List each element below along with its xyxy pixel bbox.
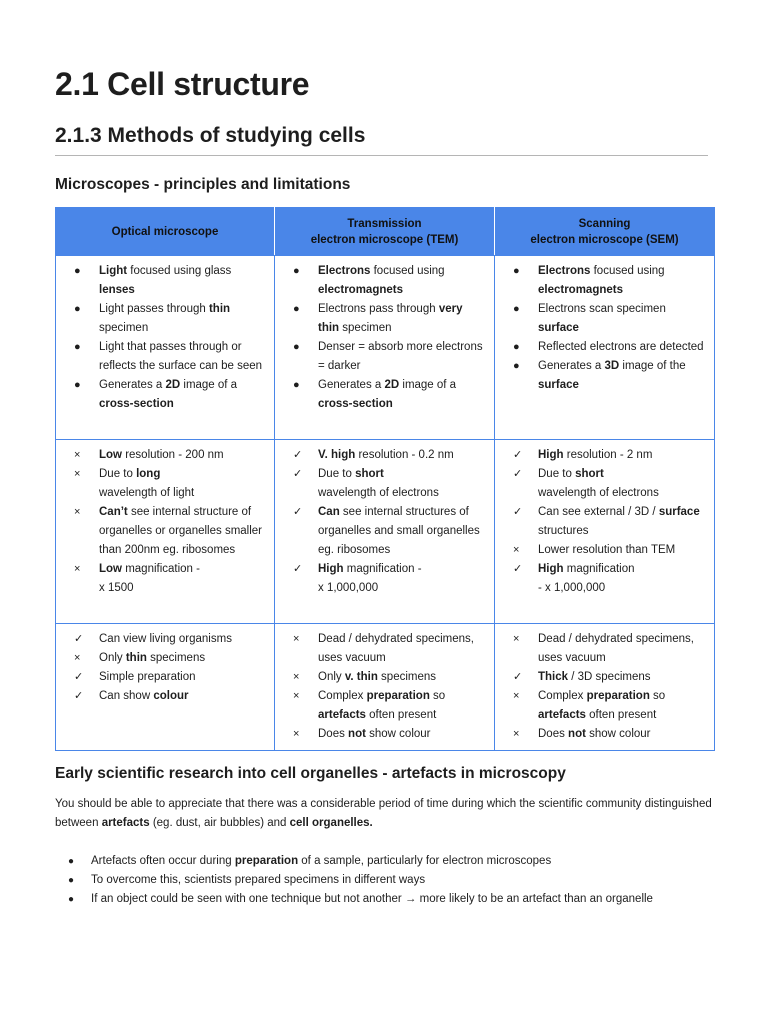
list-item — [55, 852, 713, 871]
header-tem: Transmission electron microscope (TEM) — [275, 208, 495, 256]
list-item — [503, 465, 706, 503]
item-text: Due to short wavelength of electrons — [538, 468, 659, 499]
table-cell-sem — [495, 256, 715, 440]
cross-icon: × — [293, 728, 300, 740]
bullet-icon: ● — [513, 341, 520, 353]
table-header-row — [56, 208, 715, 256]
bullet-icon: ● — [74, 341, 81, 353]
table-cell-sem — [495, 624, 715, 751]
table-cell-tem — [275, 440, 495, 624]
list-item — [64, 465, 266, 503]
table-cell-optical — [56, 256, 275, 440]
item-text: Artefacts often occur during preparation of a sample, particularly for electron microscopes — [91, 855, 552, 867]
item-text: Electrons focused using electromagnets — [318, 265, 445, 296]
item-text: Electrons pass through very thin specimen — [318, 303, 463, 334]
item-text: V. high resolution - 0.2 nm — [318, 449, 454, 461]
item-text: Can see internal structures of organelles and small organelles eg. ribosomes — [318, 506, 480, 556]
tick-icon: ✓ — [74, 690, 84, 702]
item-text: High resolution - 2 nm — [538, 449, 653, 461]
table-cell-tem — [275, 256, 495, 440]
divider — [55, 155, 708, 156]
list-item — [283, 630, 486, 668]
cross-icon: × — [513, 544, 520, 556]
bullet-icon: ● — [293, 265, 300, 277]
cross-icon: × — [74, 468, 81, 480]
bullet-icon: ● — [293, 303, 300, 315]
table-row — [56, 440, 715, 624]
header-sem: Scanning electron microscope (SEM) — [495, 208, 715, 256]
item-text: Denser = absorb more electrons = darker — [318, 341, 483, 372]
list-item — [64, 376, 266, 414]
item-text: Electrons focused using electromagnets — [538, 265, 665, 296]
cross-icon: × — [513, 690, 520, 702]
list-item — [503, 668, 706, 687]
list-item — [283, 503, 486, 560]
item-text: High magnification - x 1,000,000 — [538, 563, 635, 594]
item-text: If an object could be seen with one technique but not another → more likely to be an artefact than an organelle — [91, 893, 653, 905]
list-item — [283, 300, 486, 338]
item-text: Thick / 3D specimens — [538, 671, 651, 683]
table-cell-optical — [56, 624, 275, 751]
list-item — [283, 465, 486, 503]
item-text: Only v. thin specimens — [318, 671, 437, 683]
tick-icon: ✓ — [513, 671, 523, 683]
tick-icon: ✓ — [293, 468, 303, 480]
item-text: High magnification - x 1,000,000 — [318, 563, 422, 594]
item-text: Low magnification - x 1500 — [99, 563, 200, 594]
table-cell-sem — [495, 440, 715, 624]
cross-icon: × — [513, 633, 520, 645]
item-text: Dead / dehydrated specimens, uses vacuum — [538, 633, 694, 664]
item-text: Generates a 3D image of the surface — [538, 360, 686, 391]
list-item — [283, 338, 486, 376]
item-text: Generates a 2D image of a cross-section — [99, 379, 238, 410]
tick-icon: ✓ — [513, 468, 523, 480]
list-item — [64, 300, 266, 338]
list-item — [64, 560, 266, 598]
tick-icon: ✓ — [513, 563, 523, 575]
cross-icon: × — [74, 449, 81, 461]
item-text: Light passes through thin specimen — [99, 303, 231, 334]
list-item — [64, 687, 266, 706]
list-item — [283, 376, 486, 414]
subsection-heading-microscopes: Microscopes - principles and limitations — [55, 176, 351, 193]
cross-icon: × — [293, 671, 300, 683]
artefact-bullet-list — [55, 852, 713, 909]
tick-icon: ✓ — [293, 506, 303, 518]
tick-icon: ✓ — [293, 563, 303, 575]
item-text: Does not show colour — [318, 728, 431, 740]
list-item — [503, 262, 706, 300]
intro-paragraph: You should be able to appreciate that there was a considerable period of time during which the scientific community distinguished between artefacts (eg. dust, air bubbles) and cell organelles. — [55, 798, 712, 829]
table-cell-tem — [275, 624, 495, 751]
bullet-icon: ● — [513, 265, 520, 277]
bullet-icon: ● — [74, 303, 81, 315]
table-cell-optical — [56, 440, 275, 624]
item-text: Can view living organisms — [99, 633, 232, 645]
item-text: Can show colour — [99, 690, 189, 702]
header-optical: Optical microscope — [56, 208, 275, 256]
tick-icon: ✓ — [74, 633, 84, 645]
list-item — [503, 338, 706, 357]
list-item — [55, 890, 713, 909]
bullet-icon: ● — [68, 856, 75, 867]
item-text: Can see external / 3D / surface structures — [538, 506, 700, 537]
bullet-icon: ● — [293, 379, 300, 391]
list-item — [503, 300, 706, 338]
bullet-icon: ● — [68, 894, 75, 905]
list-item — [283, 262, 486, 300]
list-item — [283, 446, 486, 465]
item-text: Generates a 2D image of a cross-section — [318, 379, 457, 410]
bullet-icon: ● — [513, 303, 520, 315]
list-item — [503, 687, 706, 725]
list-item — [64, 338, 266, 376]
section-heading: 2.1.3 Methods of studying cells — [55, 124, 366, 147]
list-item — [503, 560, 706, 598]
cross-icon: × — [74, 506, 81, 518]
list-item — [64, 630, 266, 649]
list-item — [503, 630, 706, 668]
item-text: To overcome this, scientists prepared specimens in different ways — [91, 874, 426, 886]
list-item — [503, 503, 706, 541]
item-text: Due to short wavelength of electrons — [318, 468, 439, 499]
item-text: Dead / dehydrated specimens, uses vacuum — [318, 633, 474, 664]
item-text: Light that passes through or reflects the surface can be seen — [99, 341, 263, 372]
item-text: Does not show colour — [538, 728, 651, 740]
list-item — [283, 668, 486, 687]
list-item — [64, 649, 266, 668]
tick-icon: ✓ — [513, 449, 523, 461]
item-text: Complex preparation so artefacts often present — [318, 690, 446, 721]
cross-icon: × — [74, 652, 81, 664]
list-item — [503, 357, 706, 395]
tick-icon: ✓ — [513, 506, 523, 518]
page-title: 2.1 Cell structure — [55, 66, 310, 102]
list-item — [503, 725, 706, 744]
table-row — [56, 624, 715, 751]
item-text: Reflected electrons are detected — [538, 341, 704, 353]
item-text: Can’t see internal structure of organelles or organelles smaller than 200nm eg. ribosomes — [99, 506, 262, 556]
bullet-icon: ● — [293, 341, 300, 353]
tick-icon: ✓ — [293, 449, 303, 461]
table-row — [56, 256, 715, 440]
bullet-icon: ● — [68, 875, 75, 886]
list-item — [64, 446, 266, 465]
item-text: Due to long wavelength of light — [99, 468, 195, 499]
bullet-icon: ● — [74, 379, 81, 391]
list-item — [503, 446, 706, 465]
item-text: Low resolution - 200 nm — [99, 449, 224, 461]
cross-icon: × — [293, 690, 300, 702]
microscope-comparison-table — [55, 207, 715, 751]
list-item — [64, 503, 266, 560]
cross-icon: × — [293, 633, 300, 645]
list-item — [283, 560, 486, 598]
list-item — [55, 871, 713, 890]
list-item — [503, 541, 706, 560]
item-text: Simple preparation — [99, 671, 196, 683]
list-item — [64, 668, 266, 687]
item-text: Only thin specimens — [99, 652, 206, 664]
cross-icon: × — [513, 728, 520, 740]
item-text: Lower resolution than TEM — [538, 544, 676, 556]
tick-icon: ✓ — [74, 671, 84, 683]
item-text: Complex preparation so artefacts often present — [538, 690, 666, 721]
list-item — [283, 687, 486, 725]
item-text: Electrons scan specimen surface — [538, 303, 666, 334]
list-item — [283, 725, 486, 744]
item-text: Light focused using glass lenses — [99, 265, 232, 296]
list-item — [64, 262, 266, 300]
cross-icon: × — [74, 563, 81, 575]
bullet-icon: ● — [74, 265, 81, 277]
subsection-heading-artefacts: Early scientific research into cell organelles - artefacts in microscopy — [55, 765, 566, 782]
bullet-icon: ● — [513, 360, 520, 372]
